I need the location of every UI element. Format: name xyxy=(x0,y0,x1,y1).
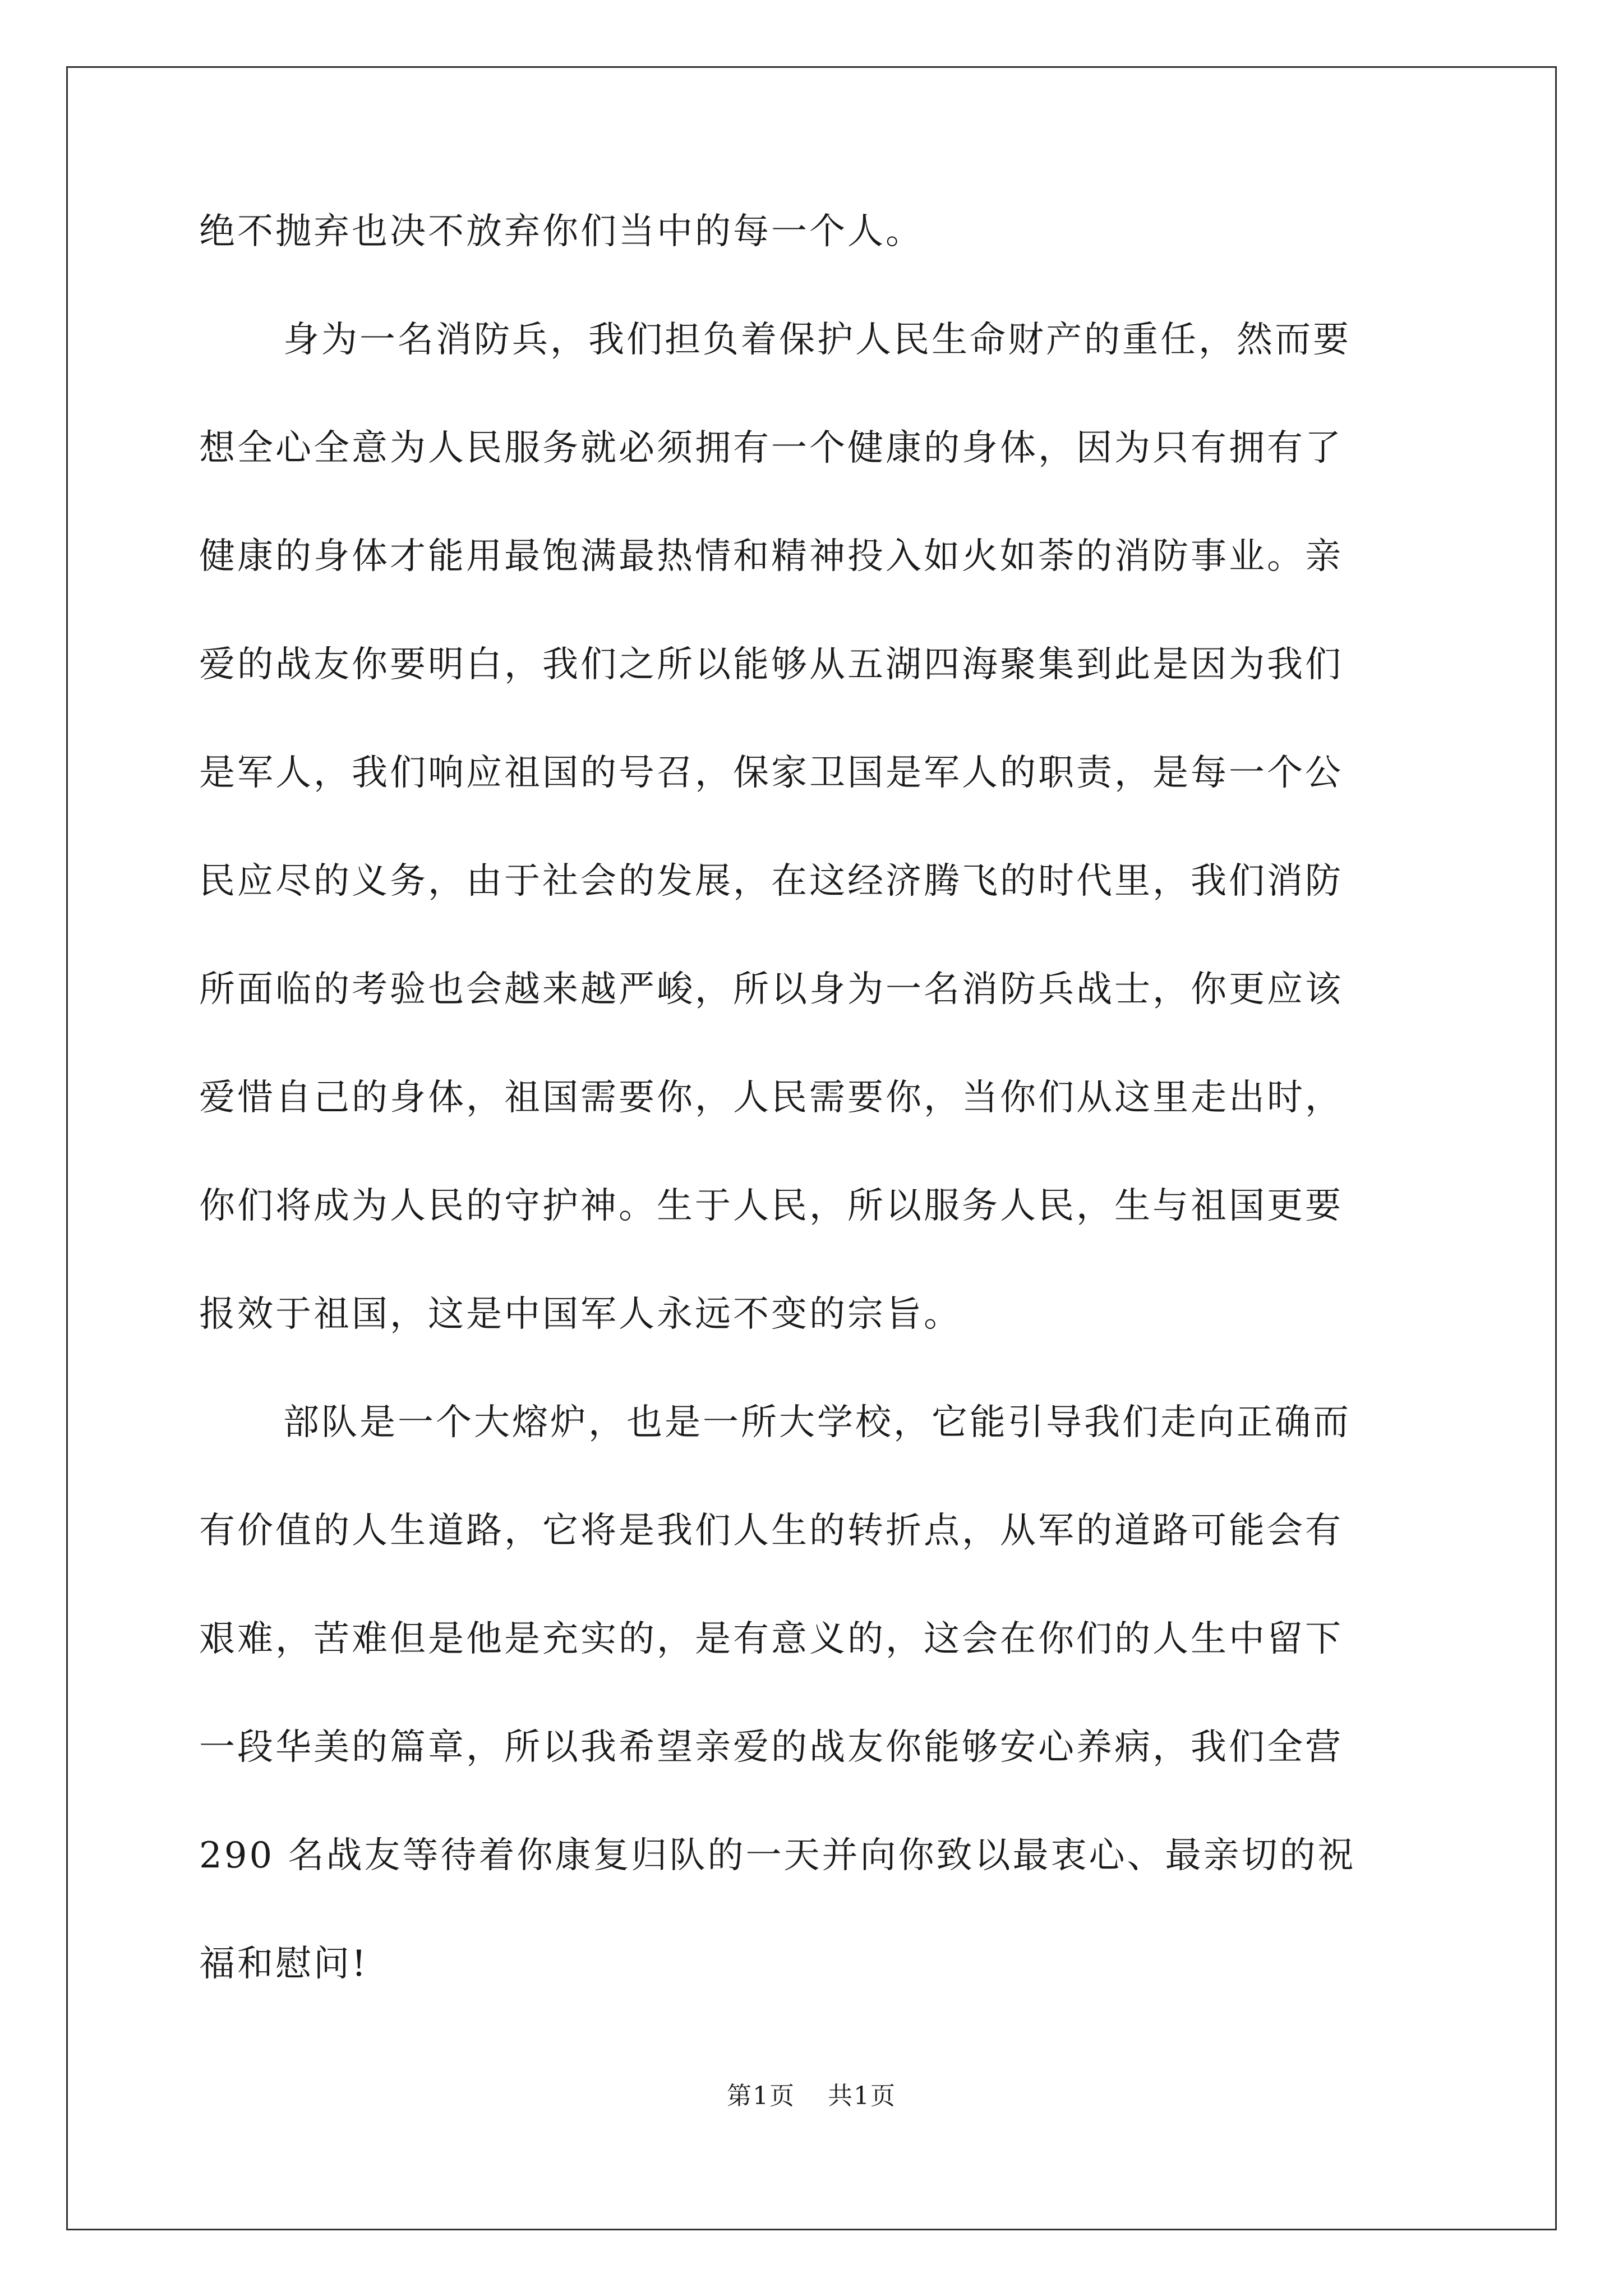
text-line: 部队是一个大熔炉，也是一所大学校，它能引导我们走向正确而 xyxy=(283,1402,1351,1443)
text-line: 绝不抛弃也决不放弃你们当中的每一个人。 xyxy=(199,211,924,252)
text-line: 所面临的考验也会越来越严峻，所以身为一名消防兵战士，你更应该 xyxy=(199,969,1343,1010)
text-line: 你们将成为人民的守护神。生于人民，所以服务人民，生与祖国更要 xyxy=(199,1185,1343,1227)
text-line: 是军人，我们响应祖国的号召，保家卫国是军人的职责，是每一个公 xyxy=(199,752,1343,794)
text-line: 290 名战友等待着你康复归队的一天并向你致以最衷心、最亲切的祝 xyxy=(199,1835,1356,1876)
page-footer xyxy=(0,2076,1623,2111)
text-line: 民应尽的义务，由于社会的发展，在这经济腾飞的时代里，我们消防 xyxy=(199,861,1343,902)
text-line: 健康的身体才能用最饱满最热情和精神投入如火如荼的消防事业。亲 xyxy=(199,536,1343,577)
text-line: 想全心全意为人民服务就必须拥有一个健康的身体，因为只有拥有了 xyxy=(199,427,1343,469)
text-line: 有价值的人生道路，它将是我们人生的转折点，从军的道路可能会有 xyxy=(199,1510,1343,1552)
text-line: 爱惜自己的身体，祖国需要你，人民需要你，当你们从这里走出时， xyxy=(199,1077,1343,1119)
text-line: 身为一名消防兵，我们担负着保护人民生命财产的重任，然而要 xyxy=(283,319,1351,361)
page-total: 共1页 xyxy=(828,2082,896,2110)
page-number: 第1页 xyxy=(727,2082,795,2110)
text-line: 爱的战友你要明白，我们之所以能够从五湖四海聚集到此是因为我们 xyxy=(199,644,1343,685)
document-body xyxy=(199,206,1432,2047)
text-line: 一段华美的篇章，所以我希望亲爱的战友你能够安心养病，我们全营 xyxy=(199,1727,1343,1768)
text-line: 报效于祖国，这是中国军人永远不变的宗旨。 xyxy=(199,1294,962,1335)
text-line: 福和慰问! xyxy=(199,1943,368,1985)
text-line: 艰难，苦难但是他是充实的，是有意义的，这会在你们的人生中留下 xyxy=(199,1618,1343,1660)
